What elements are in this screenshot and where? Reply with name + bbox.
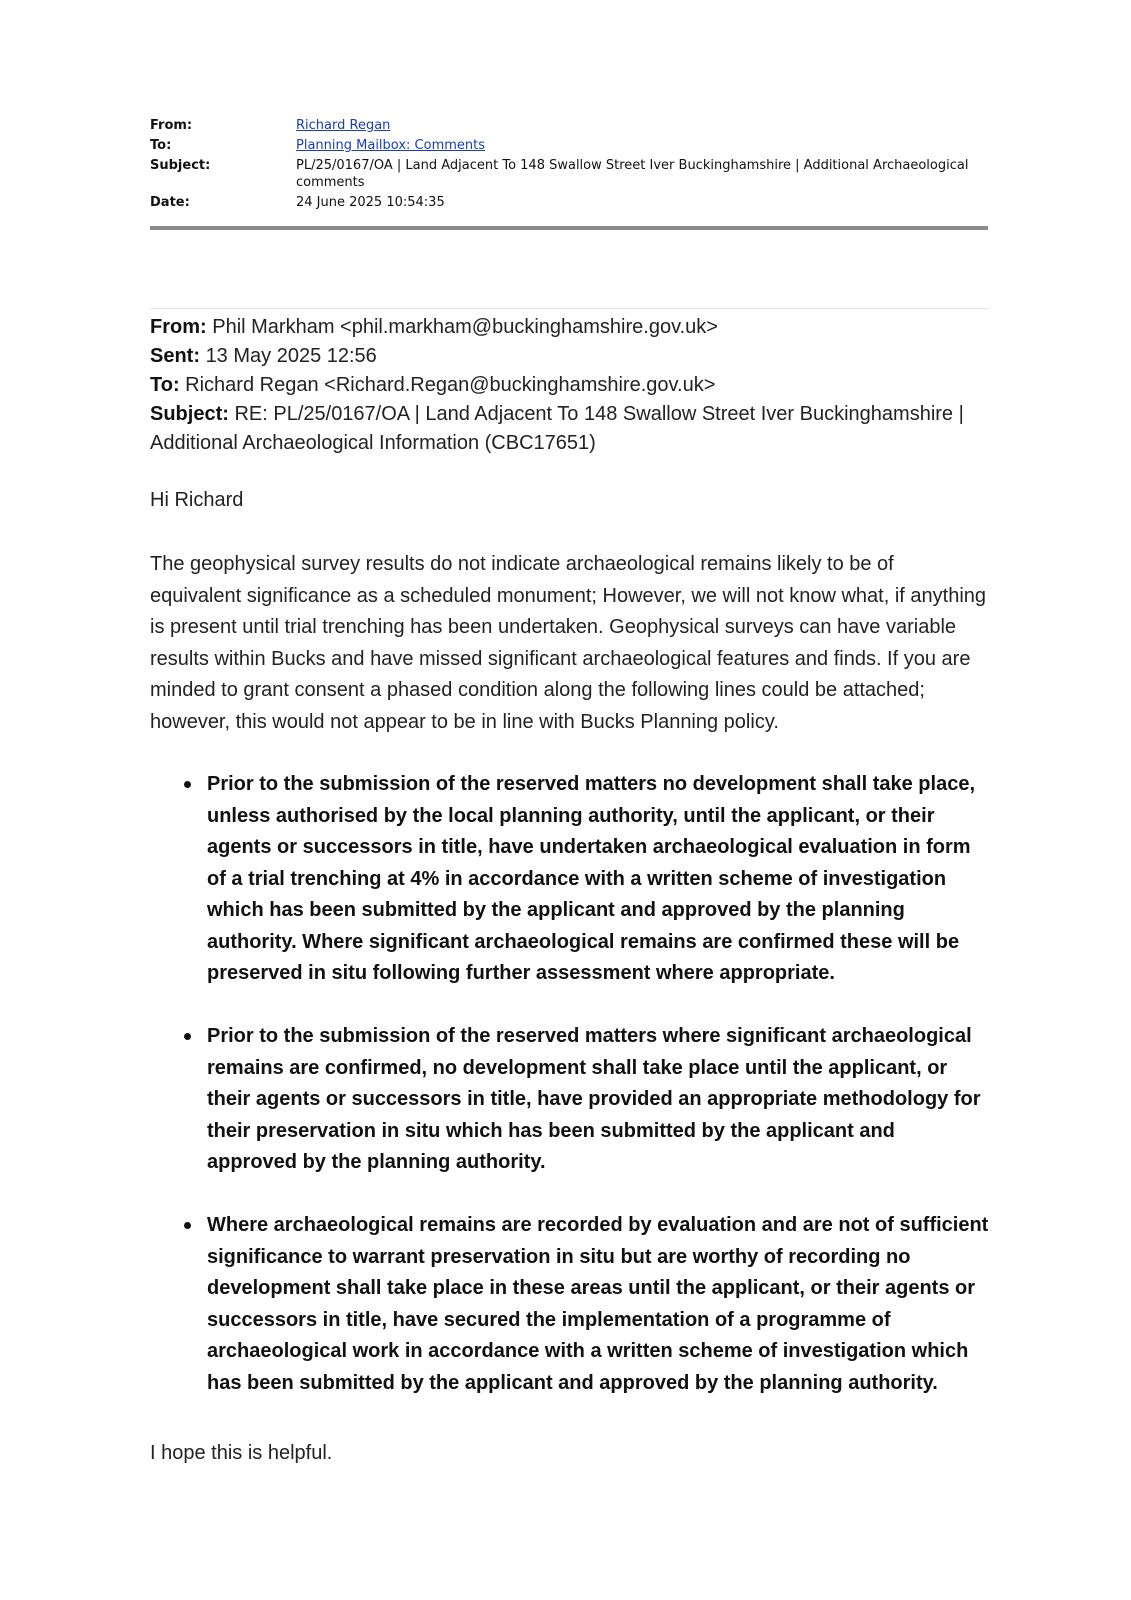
condition-item (150, 1021, 990, 1179)
forwarded-divider (150, 308, 988, 309)
header-to-row (150, 137, 980, 157)
forwarded-subject-line (150, 400, 990, 458)
forwarded-subject-label: Subject: (150, 403, 229, 425)
bullet-icon (184, 1222, 191, 1229)
forwarded-header (150, 313, 990, 458)
header-date-value: 24 June 2025 10:54:35 (296, 195, 445, 210)
forwarded-from-value: Phil Markham <phil.markham@buckinghamshire.gov.uk> (212, 316, 718, 338)
forwarded-from-line (150, 313, 990, 342)
header-date-label: Date: (150, 195, 190, 210)
header-subject-label: Subject: (150, 158, 211, 173)
condition-item (150, 769, 990, 990)
header-to-label: To: (150, 138, 172, 153)
header-from-row (150, 117, 980, 137)
body-paragraph: The geophysical survey results do not indicate archaeological remains likely to be of equivalent significance as a scheduled monument; However, we will not know what, if anything is present until trial trenching has been undertaken. Geophysical surveys can have variable results within Bucks and have missed significant archaeological features and finds. If you are minded to grant consent a phased condition along the following lines could be attached; however, this would not appear to be in line with Bucks Planning policy. (150, 553, 987, 733)
forwarded-to-line (150, 371, 990, 400)
greeting: Hi Richard (150, 489, 244, 511)
condition-text: Prior to the submission of the reserved matters no development shall take place, unless authorised by the local planning authority, until the applicant, or their agents or successors in title, have undertaken archaeological evaluation in form of a trial trenching at 4% in accordance with a written scheme of investigation which has been submitted by the applicant and approved by the planning authority. Where significant archaeological remains are confirmed these will be preserved in situ following further assessment where appropriate. (207, 773, 975, 984)
forwarded-sent-line (150, 342, 990, 371)
conditions-list (150, 769, 990, 1431)
forwarded-sent-value: 13 May 2025 12:56 (205, 345, 377, 367)
bullet-icon (184, 1033, 191, 1040)
forwarded-subject-value: RE: PL/25/0167/OA | Land Adjacent To 148 Swallow Street Iver Buckinghamshire | Additional Archaeological Information (CBC17651) (150, 403, 964, 454)
forwarded-to-value: Richard Regan <Richard.Regan@buckinghamshire.gov.uk> (185, 374, 716, 396)
condition-text: Where archaeological remains are recorded by evaluation and are not of sufficient significance to warrant preservation in situ but are worthy of recording no development shall take place in these areas until the applicant, or their agents or successors in title, have secured the implementation of a programme of archaeological work in accordance with a written scheme of investigation which has been submitted by the applicant and approved by the planning authority. (207, 1214, 989, 1394)
header-from-link[interactable]: Richard Regan (296, 118, 391, 133)
condition-text: Prior to the submission of the reserved matters where significant archaeological remains are confirmed, no development shall take place until the applicant, or their agents or successors in title, have provided an appropriate methodology for their preservation in situ which has been submitted by the applicant and approved by the planning authority. (207, 1025, 981, 1173)
forwarded-sent-label: Sent: (150, 345, 200, 367)
header-subject-value: PL/25/0167/OA | Land Adjacent To 148 Swallow Street Iver Buckinghamshire | Additional Archaeological comments (296, 158, 969, 190)
condition-item (150, 1210, 990, 1399)
header-from-label: From: (150, 118, 193, 133)
forwarded-to-label: To: (150, 374, 180, 396)
header-divider (150, 226, 988, 230)
forwarded-from-label: From: (150, 316, 207, 338)
header-subject-row (150, 157, 980, 194)
closing-line: I hope this is helpful. (150, 1442, 333, 1464)
header-date-row (150, 194, 980, 211)
email-header (150, 117, 980, 211)
bullet-icon (184, 781, 191, 788)
header-to-link[interactable]: Planning Mailbox: Comments (296, 138, 486, 153)
